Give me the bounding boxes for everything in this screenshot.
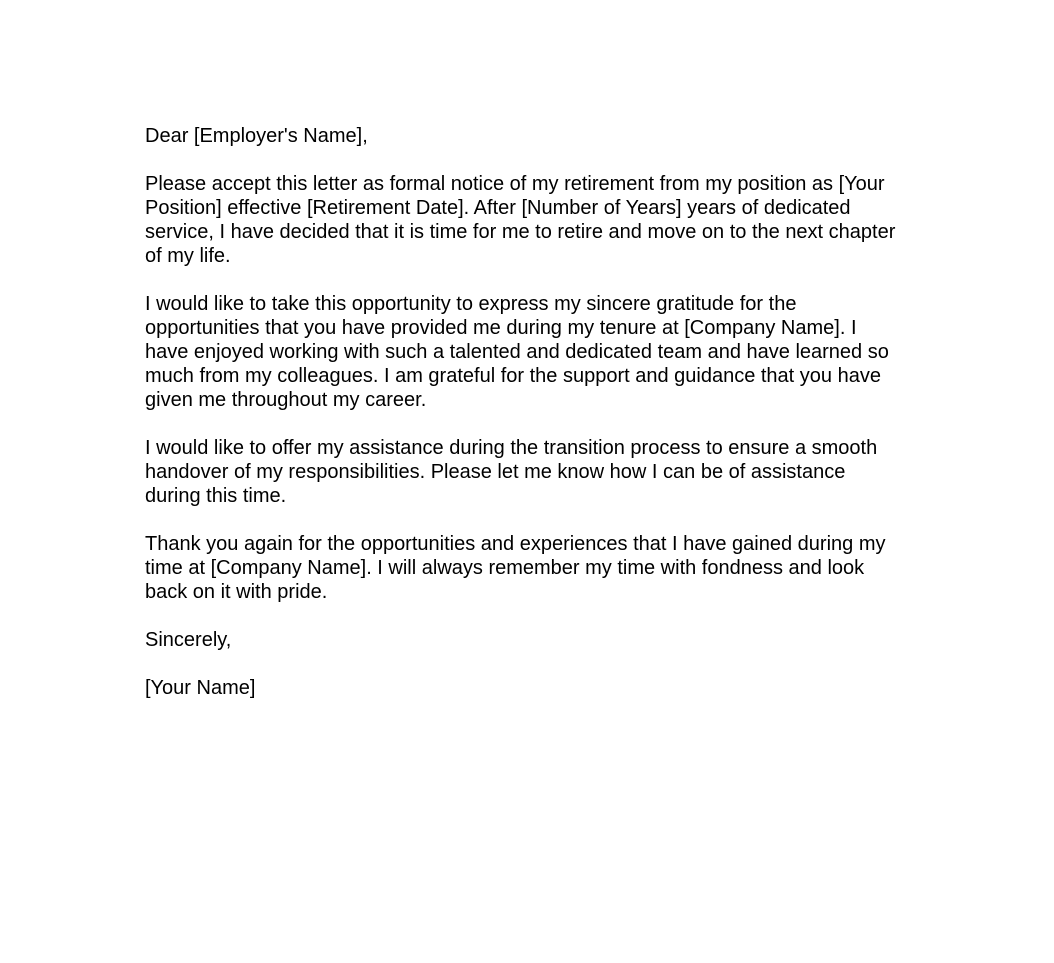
letter-paragraph: I would like to take this opportunity to express my sincere gratitude for the opportunities that you have provided me during my tenure at [Company Name]. I have enjoyed working with such a talented and dedicated team and have learned so much from my colleagues. I am grateful for the support and guidance that you have given me throughout my career. (145, 293, 889, 411)
letter-paragraph: Thank you again for the opportunities and experiences that I have gained during my time at [Company Name]. I will always remember my time with fondness and look back on it with pride. (145, 533, 886, 603)
letter-salutation: Dear [Employer's Name], (145, 125, 368, 147)
letter-paragraph: Please accept this letter as formal notice of my retirement from my position as [Your Position] effective [Retirement Date]. After [Number of Years] years of dedicated service, I have decided that it is time for me to retire and move on to the next chapter of my life. (145, 173, 896, 267)
letter-paragraph: I would like to offer my assistance during the transition process to ensure a smooth handover of my responsibilities. Please let me know how I can be of assistance during this time. (145, 437, 878, 507)
letter-signature: [Your Name] (145, 677, 256, 699)
letter-body (145, 124, 905, 700)
letter-closing: Sincerely, (145, 629, 232, 651)
